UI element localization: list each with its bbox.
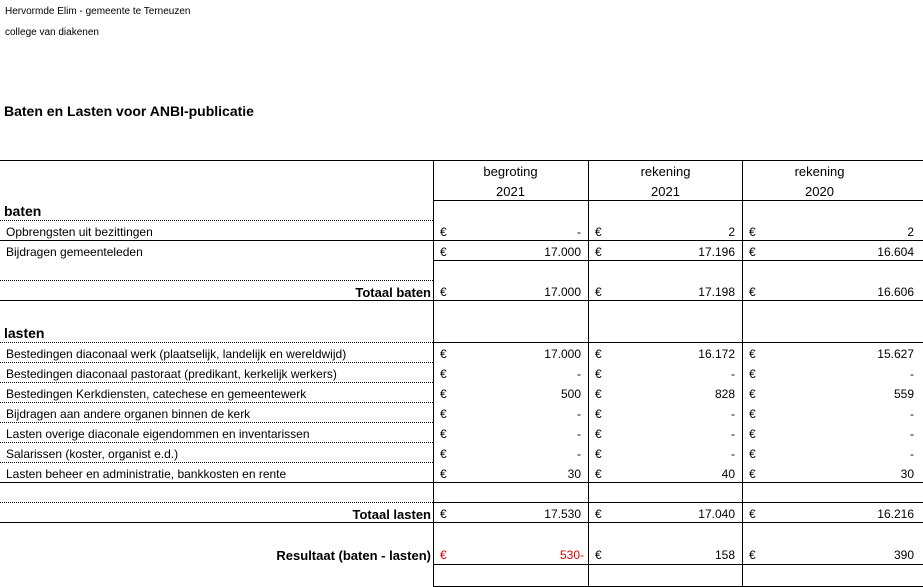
- currency-symbol: €: [749, 507, 756, 521]
- row-label: Opbrengsten uit bezittingen: [6, 225, 153, 239]
- page-title: Baten en Lasten voor ANBI-publicatie: [4, 103, 254, 119]
- col-rekening-2021-label: rekening: [640, 164, 691, 179]
- value-cell: -: [577, 225, 581, 239]
- total-lasten-value: 17.040: [698, 507, 735, 521]
- org-name: Hervormde Elim - gemeente te Terneuzen: [5, 6, 191, 17]
- currency-symbol: €: [595, 387, 602, 401]
- result-value: 530-: [559, 548, 584, 562]
- value-cell: -: [577, 427, 581, 441]
- currency-symbol: €: [749, 548, 756, 562]
- currency-symbol: €: [595, 285, 602, 299]
- value-cell: 828: [714, 387, 735, 401]
- currency-symbol: €: [440, 548, 447, 562]
- currency-symbol: €: [749, 387, 756, 401]
- value-cell: 2: [728, 225, 735, 239]
- currency-symbol: €: [440, 285, 447, 299]
- currency-symbol: €: [440, 367, 447, 381]
- row-label: Bestedingen diaconaal pastoraat (predikant, kerkelijk werkers): [6, 367, 337, 381]
- value-cell: 17.196: [698, 245, 735, 259]
- total-lasten-label: Totaal lasten: [352, 507, 431, 522]
- total-baten-value: 16.606: [877, 285, 914, 299]
- currency-symbol: €: [749, 467, 756, 481]
- row-label: Salarissen (koster, organist e.d.): [6, 447, 179, 461]
- value-cell: 559: [893, 387, 914, 401]
- value-cell: 17.000: [544, 245, 581, 259]
- total-baten-value: 17.198: [698, 285, 735, 299]
- value-cell: -: [910, 447, 914, 461]
- section-lasten-heading: lasten: [4, 325, 45, 341]
- value-cell: 2: [907, 225, 914, 239]
- currency-symbol: €: [440, 347, 447, 361]
- value-cell: -: [910, 427, 914, 441]
- value-cell: 40: [721, 467, 735, 481]
- total-baten-label: Totaal baten: [355, 285, 431, 300]
- value-cell: -: [731, 407, 735, 421]
- currency-symbol: €: [595, 245, 602, 259]
- org-subtitle: college van diakenen: [5, 27, 99, 38]
- currency-symbol: €: [595, 347, 602, 361]
- result-value: 390: [893, 548, 914, 562]
- currency-symbol: €: [595, 225, 602, 239]
- value-cell: 30: [567, 467, 581, 481]
- section-baten-heading: baten: [4, 203, 42, 219]
- currency-symbol: €: [749, 347, 756, 361]
- result-label: Resultaat (baten - lasten): [276, 548, 431, 563]
- currency-symbol: €: [440, 245, 447, 259]
- currency-symbol: €: [595, 367, 602, 381]
- currency-symbol: €: [440, 447, 447, 461]
- col-begroting-2021-label: begroting: [483, 164, 538, 179]
- value-cell: -: [577, 407, 581, 421]
- value-cell: -: [731, 367, 735, 381]
- value-cell: 16.604: [877, 245, 914, 259]
- currency-symbol: €: [595, 548, 602, 562]
- currency-symbol: €: [595, 507, 602, 521]
- currency-symbol: €: [749, 367, 756, 381]
- value-cell: -: [577, 447, 581, 461]
- currency-symbol: €: [440, 407, 447, 421]
- value-cell: 17.000: [544, 347, 581, 361]
- result-value: 158: [714, 548, 735, 562]
- currency-symbol: €: [440, 467, 447, 481]
- currency-symbol: €: [440, 507, 447, 521]
- value-cell: 500: [560, 387, 581, 401]
- currency-symbol: €: [595, 447, 602, 461]
- currency-symbol: €: [440, 427, 447, 441]
- currency-symbol: €: [749, 427, 756, 441]
- value-cell: 15.627: [877, 347, 914, 361]
- col-rekening-2020-label: rekening: [794, 164, 845, 179]
- row-label: Bestedingen Kerkdiensten, catechese en gemeentewerk: [6, 387, 307, 401]
- row-label: Lasten beheer en administratie, bankkosten en rente: [6, 467, 287, 481]
- currency-symbol: €: [595, 467, 602, 481]
- currency-symbol: €: [440, 387, 447, 401]
- row-label: Bijdragen aan andere organen binnen de kerk: [6, 407, 251, 421]
- total-lasten-value: 16.216: [877, 507, 914, 521]
- value-cell: -: [731, 447, 735, 461]
- row-label: Bijdragen gemeenteleden: [6, 245, 143, 259]
- currency-symbol: €: [440, 225, 447, 239]
- currency-symbol: €: [749, 407, 756, 421]
- value-cell: -: [577, 367, 581, 381]
- row-label: Bestedingen diaconaal werk (plaatselijk, landelijk en wereldwijd): [6, 347, 347, 361]
- col-rekening-2020-year: 2020: [805, 184, 834, 199]
- total-baten-value: 17.000: [544, 285, 581, 299]
- col-begroting-2021-year: 2021: [496, 184, 525, 199]
- value-cell: -: [910, 367, 914, 381]
- value-cell: 30: [900, 467, 914, 481]
- currency-symbol: €: [749, 447, 756, 461]
- value-cell: -: [731, 427, 735, 441]
- total-lasten-value: 17.530: [544, 507, 581, 521]
- currency-symbol: €: [595, 407, 602, 421]
- currency-symbol: €: [595, 427, 602, 441]
- row-label: Lasten overige diaconale eigendommen en inventarissen: [6, 427, 310, 441]
- currency-symbol: €: [749, 245, 756, 259]
- value-cell: -: [910, 407, 914, 421]
- value-cell: 16.172: [698, 347, 735, 361]
- col-rekening-2021-year: 2021: [651, 184, 680, 199]
- currency-symbol: €: [749, 285, 756, 299]
- currency-symbol: €: [749, 225, 756, 239]
